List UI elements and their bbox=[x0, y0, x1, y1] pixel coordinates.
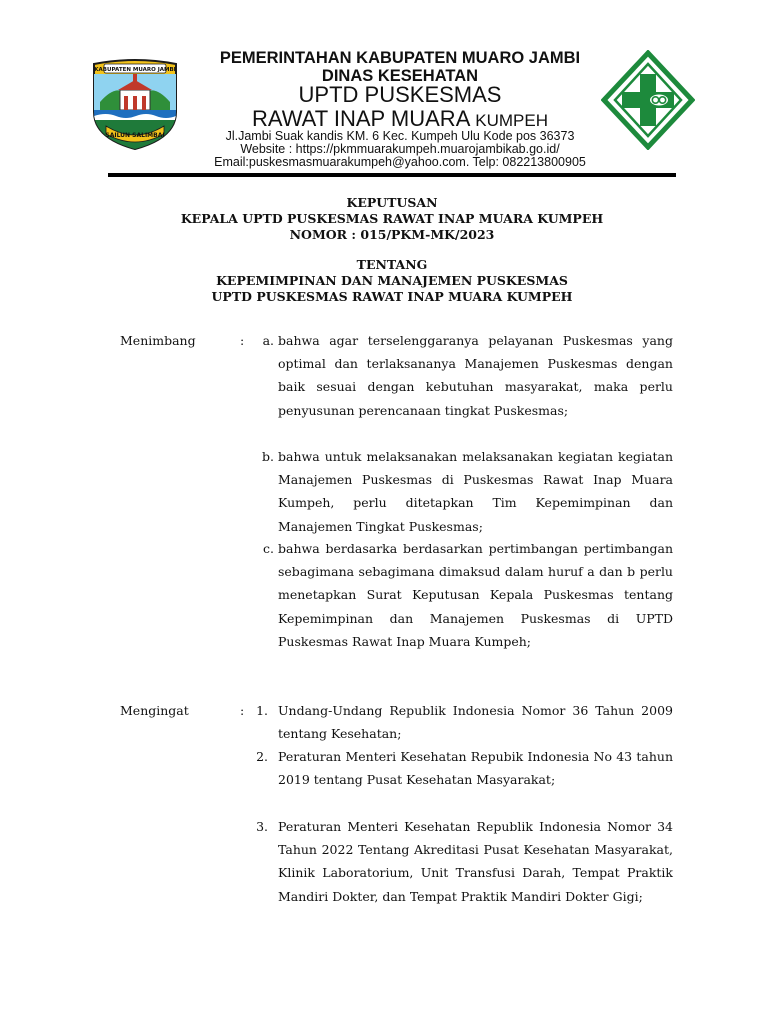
decree-number: NOMOR : 015/PKM-MK/2023 bbox=[289, 227, 495, 242]
menimbang-item-a-marker: a. bbox=[262, 333, 274, 348]
letterhead-puskesmas-name-small: KUMPEH bbox=[475, 111, 549, 130]
decree-heading: KEPUTUSAN bbox=[346, 195, 438, 210]
mengingat-item-3-text: Peraturan Menteri Kesehatan Republik Indonesia Nomor 34 Tahun 2022 Tentang Akreditasi Pusat Kesehatan Masyarakat, Klinik Laboratorium, Unit Transfusi Darah, Tempat Praktik Mandiri Dokter, dan Tempat Praktik Mandiri Dokter Gigi; bbox=[278, 819, 673, 904]
mengingat-item-1-text: Undang-Undang Republik Indonesia Nomor 36 Tahun 2009 tentang Kesehatan; bbox=[278, 703, 673, 742]
decree-issuer: KEPALA UPTD PUSKESMAS RAWAT INAP MUARA KUMPEH bbox=[180, 211, 604, 226]
letterhead-government-name: PEMERINTAHAN KABUPATEN MUARO JAMBI bbox=[219, 49, 581, 67]
letterhead-email: Email:puskesmasmuarakumpeh@yahoo.com. Telp: 082213800905 bbox=[214, 155, 586, 169]
menimbang-label: Menimbang bbox=[120, 333, 196, 348]
letterhead-address: Jl.Jambi Suak kandis KM. 6 Kec. Kumpeh Ulu Kode pos 36373 bbox=[225, 129, 575, 143]
puskesmas-logo bbox=[601, 50, 695, 150]
letterhead-department: DINAS KESEHATAN bbox=[321, 67, 479, 85]
decree-subject-line2: UPTD PUSKESMAS RAWAT INAP MUARA KUMPEH bbox=[211, 289, 573, 304]
menimbang-item-a-text: bahwa agar terselenggaranya pelayanan Puskesmas yang optimal dan terlaksananya Manajemen Puskesmas dengan baik sesuai dengan kebutuhan masyarakat, maka perlu penyusunan perencanaan tingkat Puskesmas; bbox=[278, 333, 673, 418]
letterhead-website: Website : https://pkmmuarakumpeh.muarojambikab.go.id/ bbox=[240, 142, 560, 156]
mengingat-item-2-marker: 2. bbox=[256, 749, 268, 764]
mengingat-label: Mengingat bbox=[120, 703, 189, 718]
mengingat-item-1-marker: 1. bbox=[256, 703, 268, 718]
letterhead bbox=[0, 0, 768, 180]
logo-left-text-top: KABUPATEN MUARO JAMBI bbox=[94, 67, 176, 73]
decree-about-label: TENTANG bbox=[356, 257, 428, 272]
letterhead-uptd-title: UPTD PUSKESMAS bbox=[298, 82, 502, 107]
menimbang-colon: : bbox=[240, 333, 245, 348]
letterhead-divider bbox=[108, 173, 676, 177]
letterhead-puskesmas-name-main: RAWAT INAP MUARA bbox=[251, 106, 476, 131]
mengingat-item-2-text: Peraturan Menteri Kesehatan Repubik Indonesia No 43 tahun 2019 tentang Pusat Kesehatan Masyarakat; bbox=[278, 749, 673, 788]
menimbang-item-c-text: bahwa berdasarka berdasarkan pertimbangan pertimbangan sebagimana sebagimana dimaksud dalam huruf a dan b perlu menetapkan Surat Keputusan Kepala Puskesmas tentang Kepemimpinan dan Manajemen Puskesmas di UPTD Puskesmas Rawat Inap Muara Kumpeh; bbox=[278, 541, 673, 649]
menimbang-item-c-marker: c. bbox=[263, 541, 274, 556]
logo-left-text-bottom: SAILUN SALIMBAI bbox=[105, 132, 165, 139]
menimbang-item-b-text: bahwa untuk melaksanakan melaksanakan kegiatan kegiatan Manajemen Puskesmas di Puskesmas Rawat Inap Muara Kumpeh, perlu ditetapkan Tim Kepemimpinan dan Manajemen Tingkat Puskesmas; bbox=[278, 449, 673, 534]
decree-subject-line1: KEPEMIMPINAN DAN MANAJEMEN PUSKESMAS bbox=[216, 273, 568, 288]
mengingat-item-3-marker: 3. bbox=[256, 819, 268, 834]
mengingat-colon: : bbox=[240, 703, 245, 718]
menimbang-item-b-marker: b. bbox=[262, 449, 274, 464]
